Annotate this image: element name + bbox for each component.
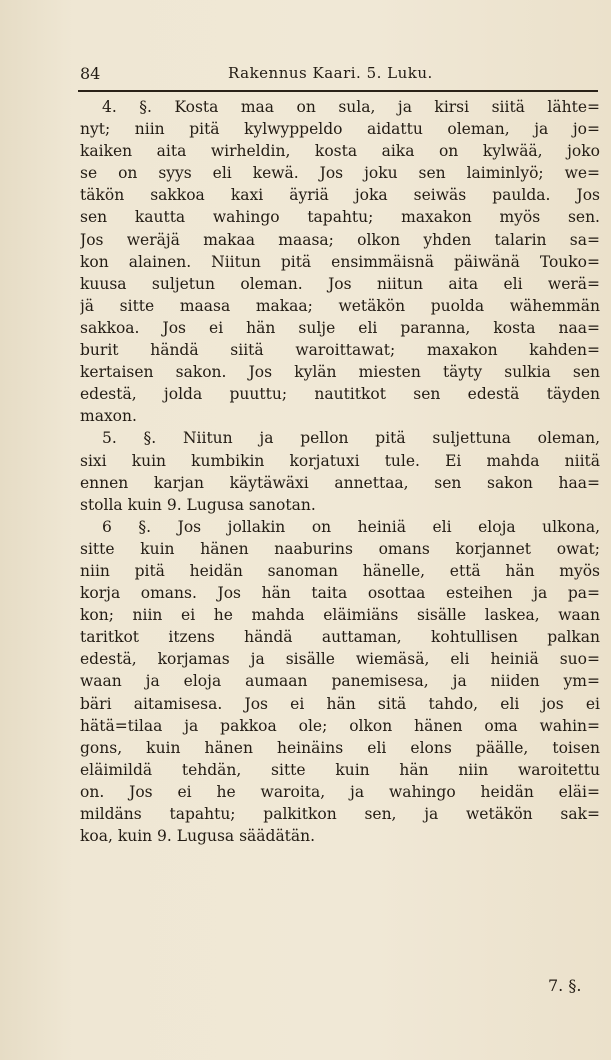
text-line: korja omans. Jos hän taita osottaa esteihen ja pa= [80, 584, 600, 603]
text-line: maxon. [80, 407, 137, 426]
catchword: 7. §. [548, 976, 582, 995]
text-line: 5. §. Niitun ja pellon pitä suljettuna oleman, [102, 429, 600, 448]
text-line: mildäns tapahtu; palkitkon sen, ja wetäkön sak= [80, 805, 600, 823]
text-line: kertaisen sakon. Jos kylän miesten täyty sulkia sen [80, 363, 600, 382]
text-line: sen kautta wahingo tapahtu; maxakon myös sen. [80, 208, 600, 227]
text-line: bäri aitamisesa. Jos ei hän sitä tahdo, eli jos ei [80, 694, 600, 713]
text-line: edestä, korjamas ja sisälle wiemäsä, eli heiniä suo= [80, 650, 600, 669]
header-rule [78, 90, 598, 92]
text-line: sakkoa. Jos ei hän sulje eli paranna, kosta naa= [80, 318, 600, 337]
text-line: ennen karjan käytäwäxi annettaa, sen sakon haa= [80, 473, 600, 492]
text-line: kon; niin ei he mahda eläimiäns sisälle laskea, waan [80, 606, 600, 625]
text-line: burit händä siitä waroittawat; maxakon kahden= [80, 341, 600, 360]
text-line: nyt; niin pitä kylwyppeldo aidattu oleman, ja jo= [80, 120, 600, 139]
text-line: 6 §. Jos jollakin on heiniä eli eloja ulkona, [102, 517, 600, 536]
text-line: kon alainen. Niitun pitä ensimmäisnä päiwänä Touko= [80, 252, 600, 271]
text-line: sixi kuin kumbikin korjatuxi tule. Ei mahda niitä [80, 451, 600, 470]
text-line: kaiken aita wirheldin, kosta aika on kylwää, joko [80, 142, 600, 161]
text-line: taritkot itzens händä auttaman, kohtullisen palkan [80, 628, 600, 647]
text-line: Jos weräjä makaa maasa; olkon yhden talarin sa= [80, 230, 600, 249]
text-line: stolla kuin 9. Lugusa sanotan. [80, 495, 316, 514]
text-line: sitte kuin hänen naaburins omans korjannet owat; [80, 539, 600, 558]
text-line: se on syys eli kewä. Jos joku sen laiminlyö; we= [80, 164, 600, 183]
text-line: hätä=tilaa ja pakkoa ole; olkon hänen oma wahin= [80, 716, 600, 735]
text-line: täkön sakkoa kaxi äyriä joka seiwäs paulda. Jos [80, 186, 600, 205]
text-line: gons, kuin hänen heinäins eli elons päälle, toisen [80, 738, 600, 757]
text-line: waan ja eloja aumaan panemisesa, ja niiden ym= [80, 672, 600, 691]
text-line: on. Jos ei he waroita, ja wahingo heidän eläi= [80, 782, 600, 801]
text-line: edestä, jolda puuttu; nautitkot sen edestä täyden [80, 385, 600, 404]
body-text [80, 96, 600, 847]
text-line: koa, kuin 9. Lugusa säädätän. [80, 827, 316, 846]
running-head: Rakennus Kaari. 5. Luku. [228, 64, 433, 82]
page-number: 84 [80, 64, 101, 83]
text-line: kuusa suljetun oleman. Jos niitun aita eli werä= [80, 274, 600, 293]
text-line: 4. §. Kosta maa on sula, ja kirsi siitä lähte= [102, 98, 600, 116]
text-line: jä sitte maasa makaa; wetäkön puolda wähemmän [80, 296, 600, 315]
text-line: eläimildä tehdän, sitte kuin hän niin waroitettu [80, 760, 600, 779]
text-line: niin pitä heidän sanoman hänelle, että hän myös [80, 561, 600, 580]
page-header [78, 60, 598, 86]
